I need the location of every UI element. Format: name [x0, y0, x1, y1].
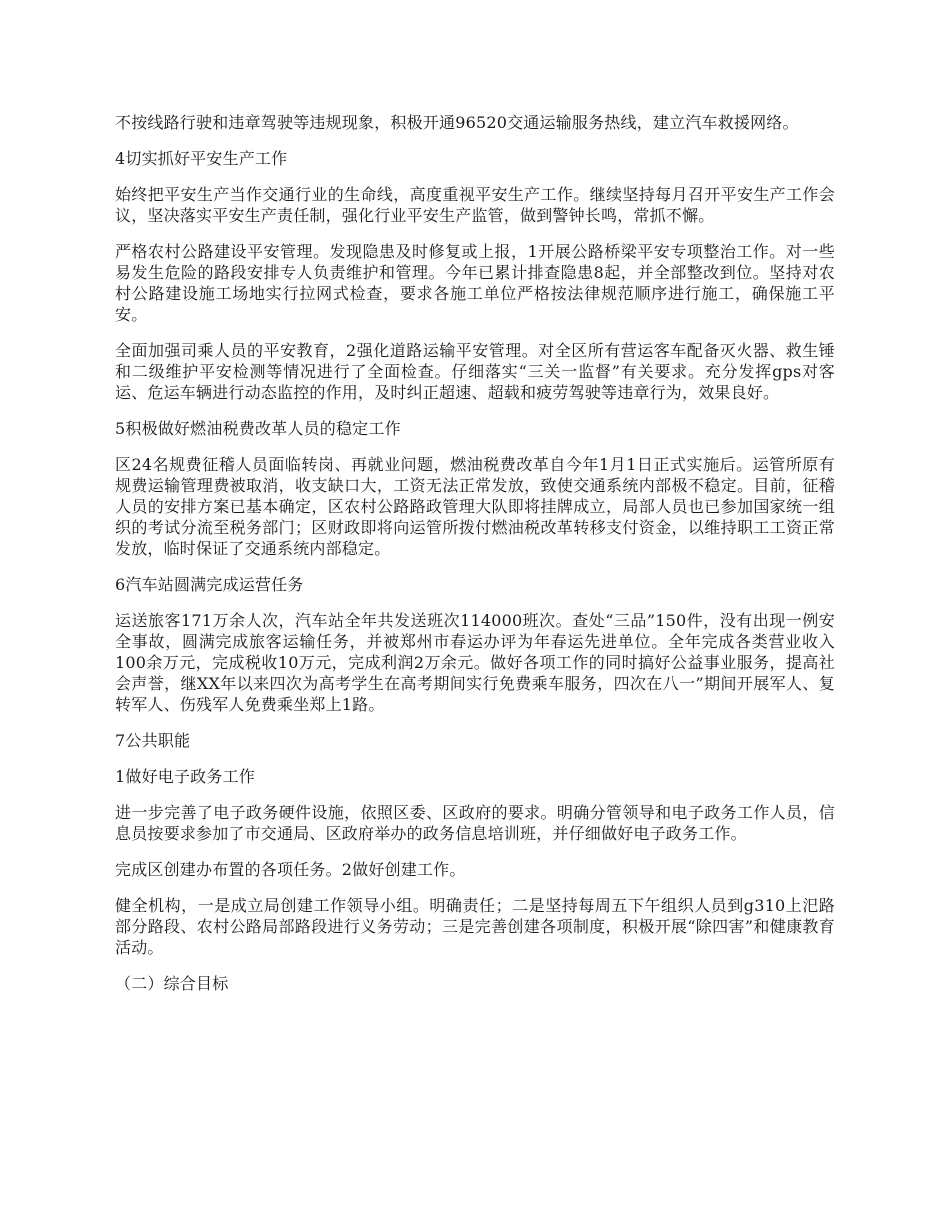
paragraph-rescue-network: 不按线路行驶和违章驾驶等违规现象，积极开通96520交通运输服务热线，建立汽车救援网络。: [115, 113, 799, 132]
heading-public-functions: 7公共职能: [115, 731, 191, 750]
paragraph-driver-education: 全面加强司乘人员的平安教育，2强化道路运输平安管理。对全区所有营运客车配备灭火器、救生锤和二级维护平安检测等情况进行了全面检查。仔细落实“三关一监督”有关要求。充分发挥gps对客运、危运车辆进行动态监控的作用，及时纠正超速、超载和疲劳驾驶等违章行为，效果良好。: [115, 341, 835, 402]
heading-safety-production: 4切实抓好平安生产工作: [115, 149, 288, 168]
document-body: [115, 112, 835, 1009]
paragraph-e-government: 进一步完善了电子政务硬件设施，依照区委、区政府的要求。明确分管领导和电子政务工作人员，信息员按要求参加了市交通局、区政府举办的政务信息培训班，并仔细做好电子政务工作。: [115, 803, 835, 843]
paragraph-organization: 健全机构，一是成立局创建工作领导小组。明确责任；二是坚持每周五下午组织人员到g310上汜路部分路段、农村公路局部路段进行义务劳动；三是完善创建各项制度，积极开展“除四害”和健康教育活动。: [115, 896, 835, 957]
paragraph-rural-road-safety: 严格农村公路建设平安管理。发现隐患及时修复或上报，1开展公路桥梁平安专项整治工作。对一些易发生危险的路段安排专人负责维护和管理。今年已累计排查隐患8起，并全部整改到位。坚持对农村公路建设施工场地实行拉网式检查，要求各施工单位严格按法律规范顺序进行施工，确保施工平安。: [115, 242, 835, 324]
heading-bus-station: 6汽车站圆满完成运营任务: [115, 575, 304, 594]
heading-e-government: 1做好电子政务工作: [115, 767, 255, 786]
paragraph-passenger-transport: 运送旅客171万余人次，汽车站全年共发送班次114000班次。查处“三品”150件，没有出现一例安全事故，圆满完成旅客运输任务，并被郑州市春运办评为年春运先进单位。全年完成各类营业收入100余万元，完成税收10万元，完成利润2万余元。做好各项工作的同时搞好公益事业服务，提高社会声誉，继XX年以来四次为高考学生在高考期间实行免费乘车服务，四次在八一”期间开展军人、复转军人、伤残军人免费乘坐郑上1路。: [115, 611, 835, 714]
paragraph-creation-tasks: 完成区创建办布置的各项任务。2做好创建工作。: [115, 860, 466, 879]
heading-comprehensive-goals: （二）综合目标: [115, 974, 229, 993]
paragraph-fuel-tax-staff: 区24名规费征稽人员面临转岗、再就业问题，燃油税费改革自今年1月1日正式实施后。运管所原有规费运输管理费被取消，收支缺口大，工资无法正常发放，致使交通系统内部极不稳定。目前，征稽人员的安排方案已基本确定，区农村公路路政管理大队即将挂牌成立，局部人员也已参加国家统一组织的考试分流至税务部门；区财政即将向运管所拨付燃油税改革转移支付资金，以维持职工工资正常发放，临时保证了交通系统内部稳定。: [115, 455, 835, 558]
paragraph-safety-lifeline: 始终把平安生产当作交通行业的生命线，高度重视平安生产工作。继续坚持每月召开平安生产工作会议，坚决落实平安生产责任制，强化行业平安生产监管，做到警钟长鸣，常抓不懈。: [115, 185, 835, 225]
heading-fuel-tax-reform: 5积极做好燃油税费改革人员的稳定工作: [115, 419, 401, 438]
